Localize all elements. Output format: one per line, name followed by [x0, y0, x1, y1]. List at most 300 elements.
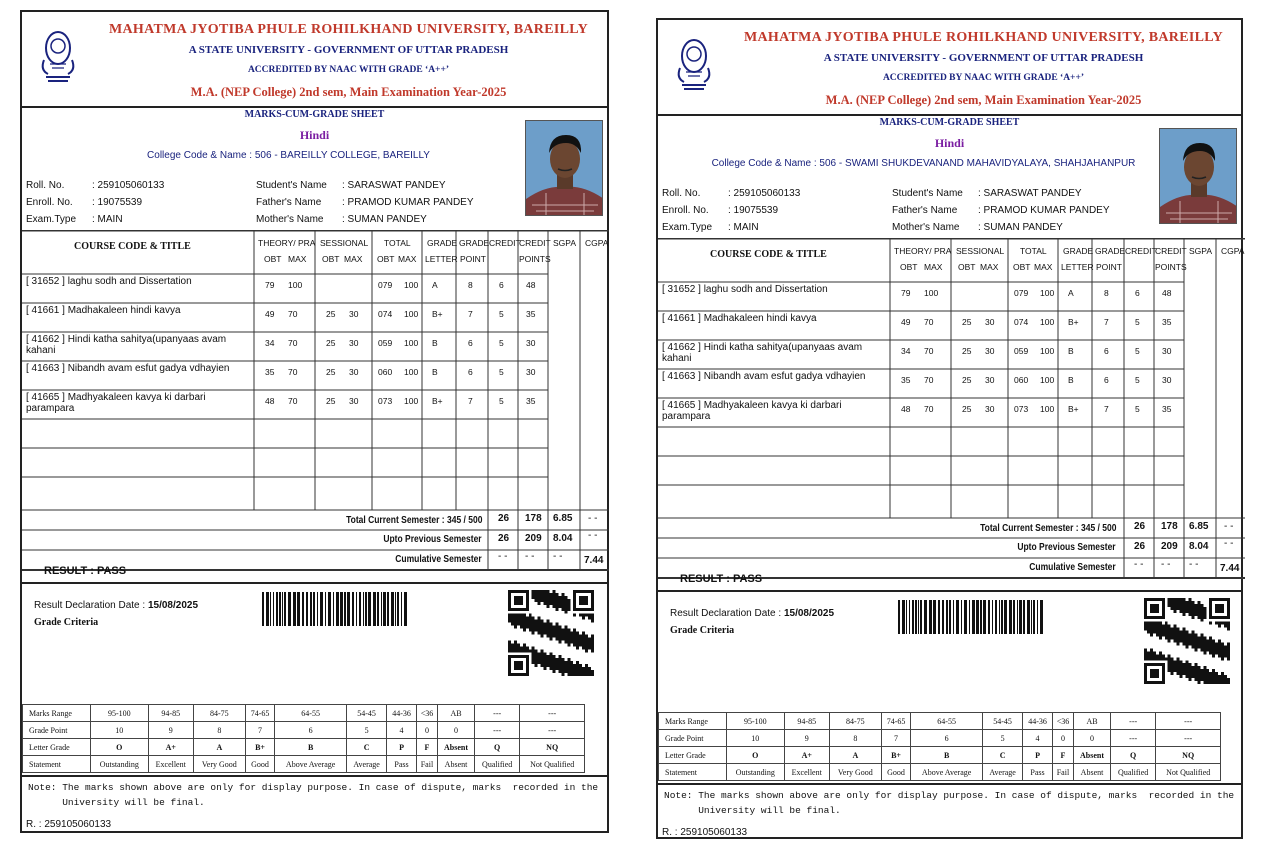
grade-cell: Very Good — [829, 764, 881, 781]
naac-line: ACCREDITED BY NAAC WITH GRADE ‘A++’ — [882, 73, 1085, 83]
course-cell-s-max: 30 — [985, 346, 995, 356]
cumulative-points: - - — [525, 551, 535, 562]
barcode — [898, 600, 1043, 634]
header-letter: LETTER — [1061, 262, 1094, 272]
university-logo-icon — [36, 26, 80, 84]
cumulative-sgpa: - - — [553, 551, 563, 562]
note-divider — [658, 783, 1241, 785]
course-cell-t-max: 100 — [404, 396, 419, 406]
grade-cell: 0 — [438, 722, 475, 739]
sheet-header — [658, 20, 1241, 116]
total-current-label: Total Current Semester : 345 / 500 — [979, 523, 1116, 534]
roll-number-row: Roll. No. : 259105060133 — [662, 188, 801, 199]
total-current-cgpa: - - — [588, 513, 598, 524]
course-cell-point: 8 — [468, 280, 473, 290]
grade-cell: AB — [438, 705, 475, 722]
sheet-header — [22, 12, 607, 108]
mother-name-row: Mother's Name : SUMAN PANDEY — [256, 214, 427, 225]
course-cell-point: 7 — [468, 396, 473, 406]
header-total-obt: OBT — [1013, 262, 1031, 272]
grade-cell: 4 — [1023, 730, 1053, 747]
university-name: MAHATMA JYOTIBA PHULE ROHILKHAND UNIVERSITY, BAREILLY — [743, 30, 1224, 45]
state-university-line: A STATE UNIVERSITY - GOVERNMENT OF UTTAR PRADESH — [823, 52, 1144, 64]
header-points: POINTS — [519, 254, 551, 264]
grade-cell: Average — [982, 764, 1022, 781]
course-title: [ 41665 ] Madhyakaleen kavya ki darbari parampara — [26, 392, 206, 414]
course-cell-t-obt: 060 — [1014, 375, 1029, 385]
course-cell-t-obt: 079 — [1014, 288, 1029, 298]
header-course: COURSE CODE & TITLE — [710, 249, 827, 260]
grade-cell: 74-65 — [245, 705, 275, 722]
course-cell-th-obt: 48 — [901, 404, 911, 414]
previous-sgpa: 8.04 — [553, 533, 573, 544]
result-divider — [22, 582, 607, 584]
course-cell-th-obt: 34 — [901, 346, 911, 356]
student-name-value: : SARASWAT PANDEY — [342, 180, 446, 191]
disclaimer-note: Note: The marks shown above are only for display purpose. In case of dispute, marks recorded in the University will be final. — [28, 782, 599, 808]
total-current-credit: 26 — [1134, 521, 1146, 532]
grade-table-row — [23, 756, 585, 773]
header-point: POINT — [460, 254, 486, 264]
header-credit-points: CREDIT — [519, 238, 551, 248]
grade-cell: 0 — [1074, 730, 1111, 747]
grade-cell: Good — [245, 756, 275, 773]
grade-cell: 9 — [148, 722, 193, 739]
result-declaration: Result Declaration Date : 15/08/2025 — [670, 608, 835, 619]
course-cell-cpoints: 48 — [1162, 288, 1172, 298]
course-cell-cpoints: 30 — [1162, 375, 1172, 385]
grade-cell: C — [982, 747, 1022, 764]
header-sessional: SESSIONAL — [320, 238, 369, 248]
grade-cell: P — [387, 739, 417, 756]
grade-cell: Excellent — [784, 764, 829, 781]
grade-cell: Qualified — [1110, 764, 1155, 781]
grade-criteria-table — [658, 712, 1221, 781]
grade-cell: 9 — [784, 730, 829, 747]
grade-cell: 0 — [1052, 730, 1073, 747]
header-total-max: MAX — [398, 254, 417, 264]
header-theory-max: MAX — [288, 254, 307, 264]
grade-cell: 7 — [881, 730, 911, 747]
total-current-label: Total Current Semester : 345 / 500 — [345, 515, 482, 526]
course-cell-s-obt: 25 — [962, 375, 972, 385]
grade-cell: Average — [346, 756, 386, 773]
header-sessional-max: MAX — [980, 262, 999, 272]
course-cell-t-max: 100 — [404, 367, 419, 377]
header-cgpa: CGPA — [585, 238, 609, 248]
grade-cell: Fail — [1052, 764, 1073, 781]
roll-number-row: Roll. No. : 259105060133 — [26, 180, 165, 191]
grade-cell: AB — [1074, 713, 1111, 730]
marksheet-right — [656, 18, 1243, 839]
roll-number-value: : 259105060133 — [92, 180, 165, 191]
course-cell-credit: 5 — [1135, 346, 1140, 356]
grade-cell: --- — [1156, 730, 1221, 747]
naac-line: ACCREDITED BY NAAC WITH GRADE ‘A++’ — [247, 65, 450, 75]
previous-credit: 26 — [498, 533, 510, 544]
course-cell-cpoints: 35 — [526, 396, 536, 406]
grade-cell: 64-55 — [911, 713, 983, 730]
college-name: College Code & Name : 506 - BAREILLY COLLEGE, BAREILLY — [147, 150, 430, 161]
student-name-row: Student's Name : SARASWAT PANDEY — [256, 180, 446, 191]
student-name-row: Student's Name : SARASWAT PANDEY — [892, 188, 1082, 199]
header-grade-point: GRADE — [1095, 246, 1126, 256]
course-cell-s-max: 30 — [985, 404, 995, 414]
course-cell-s-obt: 25 — [962, 317, 972, 327]
cumulative-points: - - — [1161, 559, 1171, 570]
course-cell-th-obt: 79 — [265, 280, 275, 290]
course-cell-credit: 5 — [1135, 404, 1140, 414]
grade-cell: 84-75 — [829, 713, 881, 730]
course-title: [ 41662 ] Hindi katha sahitya(upanyaas avam kahani — [662, 342, 863, 364]
course-cell-cpoints: 30 — [526, 367, 536, 377]
grade-cell: Pass — [1023, 764, 1053, 781]
grade-table-row — [659, 747, 1221, 764]
state-university-line: A STATE UNIVERSITY - GOVERNMENT OF UTTAR PRADESH — [188, 44, 509, 56]
barcode — [262, 592, 407, 626]
grade-cell: F — [1052, 747, 1073, 764]
header-credit: CREDIT — [1125, 246, 1157, 256]
course-cell-t-max: 100 — [404, 338, 419, 348]
course-cell-cpoints: 30 — [526, 338, 536, 348]
university-logo-icon — [672, 34, 716, 92]
grade-row-label: Marks Range — [23, 705, 91, 722]
total-current-sgpa: 6.85 — [1189, 521, 1209, 532]
course-cell-point: 6 — [468, 338, 473, 348]
cumulative-cgpa: 7.44 — [1220, 563, 1240, 574]
header-theory-obt: OBT — [264, 254, 282, 264]
result-status: RESULT : PASS — [680, 573, 763, 585]
course-cell-t-max: 100 — [1040, 317, 1055, 327]
grade-row-label: Grade Point — [23, 722, 91, 739]
course-cell-th-obt: 35 — [901, 375, 911, 385]
grade-cell: 44-36 — [387, 705, 417, 722]
header-theory: THEORY/ PRA — [894, 246, 952, 256]
header-total: TOTAL — [1020, 246, 1047, 256]
course-cell-t-obt: 059 — [1014, 346, 1029, 356]
grade-row-label: Grade Point — [659, 730, 727, 747]
grade-cell: A — [829, 747, 881, 764]
previous-cgpa: - - — [1224, 538, 1234, 549]
course-cell-credit: 5 — [499, 338, 504, 348]
grade-cell: --- — [520, 722, 585, 739]
mother-name-value: : SUMAN PANDEY — [978, 222, 1063, 233]
course-cell-th-obt: 35 — [265, 367, 275, 377]
header-theory-max: MAX — [924, 262, 943, 272]
enroll-number-row: Enroll. No. : 19075539 — [26, 197, 143, 208]
grade-row-label: Statement — [659, 764, 727, 781]
course-title: [ 41663 ] Nibandh avam esfut gadya vdhayien — [662, 371, 866, 382]
course-cell-s-obt: 25 — [326, 396, 336, 406]
grade-cell: B — [275, 739, 347, 756]
course-title: [ 41662 ] Hindi katha sahitya(upanyaas avam kahani — [26, 334, 227, 356]
course-cell-point: 6 — [1104, 375, 1109, 385]
result-status: RESULT : PASS — [44, 565, 127, 577]
declaration-date: 15/08/2025 — [783, 608, 835, 619]
grade-table-row — [23, 722, 585, 739]
grade-cell: --- — [520, 705, 585, 722]
course-cell-letter: A — [1068, 288, 1074, 298]
header-sgpa: SGPA — [1189, 246, 1212, 256]
grade-cell: NQ — [1156, 747, 1221, 764]
grade-cell: NQ — [520, 739, 585, 756]
grade-cell: 94-85 — [784, 713, 829, 730]
grade-criteria-table — [22, 704, 585, 773]
course-cell-th-max: 100 — [288, 280, 303, 290]
course-cell-letter: B+ — [432, 396, 443, 406]
marksheet-left — [20, 10, 609, 833]
course-title: [ 41663 ] Nibandh avam esfut gadya vdhayien — [26, 363, 230, 374]
student-name-value: : SARASWAT PANDEY — [978, 188, 1082, 199]
course-cell-cpoints: 30 — [1162, 346, 1172, 356]
course-cell-t-obt: 059 — [378, 338, 393, 348]
grade-cell: 74-65 — [881, 713, 911, 730]
grade-cell: Not Qualified — [1156, 764, 1221, 781]
grade-cell: --- — [474, 722, 519, 739]
father-name-value: : PRAMOD KUMAR PANDEY — [342, 197, 474, 208]
course-title: [ 41665 ] Madhyakaleen kavya ki darbari parampara — [662, 400, 842, 422]
course-cell-th-obt: 34 — [265, 338, 275, 348]
header-points: POINTS — [1155, 262, 1187, 272]
course-cell-th-max: 70 — [924, 346, 934, 356]
previous-cgpa: - - — [588, 530, 598, 541]
grade-cell: F — [416, 739, 437, 756]
course-cell-t-max: 100 — [1040, 288, 1055, 298]
grade-cell: Absent — [438, 756, 475, 773]
grade-cell: 54-45 — [982, 713, 1022, 730]
header-total-max: MAX — [1034, 262, 1053, 272]
header-grade-letter: GRADE — [427, 238, 458, 248]
course-cell-cpoints: 35 — [1162, 404, 1172, 414]
header-sessional-max: MAX — [344, 254, 363, 264]
course-cell-s-obt: 25 — [962, 346, 972, 356]
course-cell-point: 7 — [1104, 317, 1109, 327]
grade-cell: P — [1023, 747, 1053, 764]
course-cell-point: 7 — [468, 309, 473, 319]
father-name-value: : PRAMOD KUMAR PANDEY — [978, 205, 1110, 216]
course-cell-th-max: 70 — [924, 317, 934, 327]
sheet-title: MARKS-CUM-GRADE SHEET — [244, 109, 385, 120]
grade-cell: Very Good — [193, 756, 245, 773]
grade-cell: --- — [474, 705, 519, 722]
cumulative-credit: - - — [1134, 559, 1144, 570]
previous-semester-label: Upto Previous Semester — [383, 534, 482, 545]
course-cell-th-obt: 79 — [901, 288, 911, 298]
course-cell-t-obt: 074 — [1014, 317, 1029, 327]
subject-name: Hindi — [299, 128, 330, 142]
course-cell-s-max: 30 — [349, 396, 359, 406]
grade-cell: Excellent — [148, 756, 193, 773]
declaration-date: 15/08/2025 — [147, 600, 199, 611]
course-cell-letter: B+ — [432, 309, 443, 319]
grade-cell: B+ — [245, 739, 275, 756]
grade-cell: Q — [1110, 747, 1155, 764]
grade-row-label: Statement — [23, 756, 91, 773]
header-grade-point: GRADE — [459, 238, 490, 248]
previous-points: 209 — [1161, 541, 1178, 552]
course-cell-letter: B+ — [1068, 317, 1079, 327]
course-cell-th-max: 70 — [924, 404, 934, 414]
grade-cell: O — [727, 747, 785, 764]
header-letter: LETTER — [425, 254, 458, 264]
enroll-number-row: Enroll. No. : 19075539 — [662, 205, 779, 216]
course-cell-s-max: 30 — [349, 338, 359, 348]
course-cell-t-obt: 073 — [378, 396, 393, 406]
course-cell-th-max: 70 — [288, 367, 298, 377]
grade-cell: 0 — [416, 722, 437, 739]
grade-cell: C — [346, 739, 386, 756]
header-sessional-obt: OBT — [322, 254, 340, 264]
student-photo — [525, 120, 603, 216]
grade-cell: 4 — [387, 722, 417, 739]
grade-cell: --- — [1110, 713, 1155, 730]
course-title: [ 41661 ] Madhakaleen hindi kavya — [26, 305, 181, 316]
cumulative-semester-label: Cumulative Semester — [1029, 562, 1116, 573]
course-cell-th-obt: 49 — [901, 317, 911, 327]
course-cell-credit: 5 — [499, 396, 504, 406]
course-cell-s-max: 30 — [985, 375, 995, 385]
course-cell-th-obt: 48 — [265, 396, 275, 406]
course-cell-th-max: 100 — [924, 288, 939, 298]
grade-cell: 6 — [275, 722, 347, 739]
header-total: TOTAL — [384, 238, 411, 248]
grade-cell: A+ — [148, 739, 193, 756]
r-number: R. : 259105060133 — [26, 819, 112, 830]
exam-type-value: : MAIN — [92, 214, 123, 225]
university-name: MAHATMA JYOTIBA PHULE ROHILKHAND UNIVERSITY, BAREILLY — [108, 22, 589, 37]
course-cell-cpoints: 35 — [1162, 317, 1172, 327]
course-cell-s-max: 30 — [349, 309, 359, 319]
header-sessional: SESSIONAL — [956, 246, 1005, 256]
course-cell-t-max: 100 — [1040, 346, 1055, 356]
grade-cell: A+ — [784, 747, 829, 764]
header-sessional-obt: OBT — [958, 262, 976, 272]
exam-title: M.A. (NEP College) 2nd sem, Main Examination Year-2025 — [825, 93, 1142, 107]
course-cell-th-max: 70 — [288, 309, 298, 319]
subject-name: Hindi — [934, 136, 965, 150]
course-cell-t-obt: 079 — [378, 280, 393, 290]
father-name-row: Father's Name : PRAMOD KUMAR PANDEY — [256, 197, 474, 208]
header-credit: CREDIT — [489, 238, 521, 248]
grade-cell: Outstanding — [727, 764, 785, 781]
exam-type-row: Exam.Type : MAIN — [26, 214, 123, 225]
course-cell-t-obt: 074 — [378, 309, 393, 319]
course-cell-point: 7 — [1104, 404, 1109, 414]
header-sgpa: SGPA — [553, 238, 576, 248]
mother-name-value: : SUMAN PANDEY — [342, 214, 427, 225]
course-cell-s-obt: 25 — [326, 367, 336, 377]
header-credit-points: CREDIT — [1155, 246, 1187, 256]
grade-cell: Absent — [1074, 747, 1111, 764]
grade-cell: Absent — [1074, 764, 1111, 781]
grade-cell: Absent — [438, 739, 475, 756]
course-cell-s-obt: 25 — [326, 338, 336, 348]
grade-cell: 95-100 — [91, 705, 149, 722]
header-grade-letter: GRADE — [1063, 246, 1094, 256]
course-cell-letter: A — [432, 280, 438, 290]
course-cell-s-max: 30 — [349, 367, 359, 377]
r-number: R. : 259105060133 — [662, 827, 748, 838]
course-cell-credit: 5 — [1135, 317, 1140, 327]
course-cell-s-obt: 25 — [962, 404, 972, 414]
course-cell-letter: B — [1068, 375, 1074, 385]
header-course: COURSE CODE & TITLE — [74, 241, 191, 252]
cumulative-credit: - - — [498, 551, 508, 562]
grade-table-row — [23, 705, 585, 722]
course-cell-th-max: 70 — [924, 375, 934, 385]
course-cell-credit: 5 — [499, 309, 504, 319]
grade-cell: 10 — [91, 722, 149, 739]
grade-cell: <36 — [416, 705, 437, 722]
course-title: [ 31652 ] laghu sodh and Dissertation — [26, 276, 192, 287]
grade-cell: 8 — [193, 722, 245, 739]
enroll-number-value: : 19075539 — [728, 205, 779, 216]
note-divider — [22, 775, 607, 777]
cumulative-semester-label: Cumulative Semester — [395, 554, 482, 565]
marks-table — [22, 230, 607, 580]
header-theory: THEORY/ PRA — [258, 238, 316, 248]
grade-cell: --- — [1156, 713, 1221, 730]
sheet-title: MARKS-CUM-GRADE SHEET — [879, 117, 1020, 128]
grade-cell: Pass — [387, 756, 417, 773]
header-total-obt: OBT — [377, 254, 395, 264]
course-cell-letter: B — [432, 367, 438, 377]
grade-criteria-title: Grade Criteria — [670, 625, 735, 636]
grade-cell: Above Average — [911, 764, 983, 781]
grade-criteria-title: Grade Criteria — [34, 617, 99, 628]
roll-number-value: : 259105060133 — [728, 188, 801, 199]
grade-cell: Above Average — [275, 756, 347, 773]
grade-cell: 10 — [727, 730, 785, 747]
total-current-credit: 26 — [498, 513, 510, 524]
grade-cell: 6 — [911, 730, 983, 747]
grade-cell: 54-45 — [346, 705, 386, 722]
grade-cell: 7 — [245, 722, 275, 739]
grade-cell: <36 — [1052, 713, 1073, 730]
header-cgpa: CGPA — [1221, 246, 1245, 256]
cumulative-cgpa: 7.44 — [584, 555, 604, 566]
previous-semester-label: Upto Previous Semester — [1017, 542, 1116, 553]
father-name-row: Father's Name : PRAMOD KUMAR PANDEY — [892, 205, 1110, 216]
course-cell-t-max: 100 — [404, 309, 419, 319]
grade-table-row — [23, 739, 585, 756]
course-cell-s-max: 30 — [985, 317, 995, 327]
total-current-points: 178 — [525, 513, 542, 524]
course-cell-th-max: 70 — [288, 338, 298, 348]
grade-cell: Fail — [416, 756, 437, 773]
grade-cell: 44-36 — [1023, 713, 1053, 730]
grade-cell: 5 — [982, 730, 1022, 747]
grade-cell: Qualified — [474, 756, 519, 773]
grade-cell: Outstanding — [91, 756, 149, 773]
grade-cell: 84-75 — [193, 705, 245, 722]
course-cell-letter: B — [1068, 346, 1074, 356]
exam-type-value: : MAIN — [728, 222, 759, 233]
exam-type-row: Exam.Type : MAIN — [662, 222, 759, 233]
total-current-sgpa: 6.85 — [553, 513, 573, 524]
course-cell-credit: 6 — [1135, 288, 1140, 298]
header-theory-obt: OBT — [900, 262, 918, 272]
grade-cell: 8 — [829, 730, 881, 747]
qr-code — [1144, 598, 1230, 684]
grade-cell: 94-85 — [148, 705, 193, 722]
course-cell-cpoints: 35 — [526, 309, 536, 319]
course-title: [ 31652 ] laghu sodh and Dissertation — [662, 284, 828, 295]
grade-cell: A — [193, 739, 245, 756]
total-current-cgpa: - - — [1224, 521, 1234, 532]
student-photo — [1159, 128, 1237, 224]
grade-cell: B — [911, 747, 983, 764]
